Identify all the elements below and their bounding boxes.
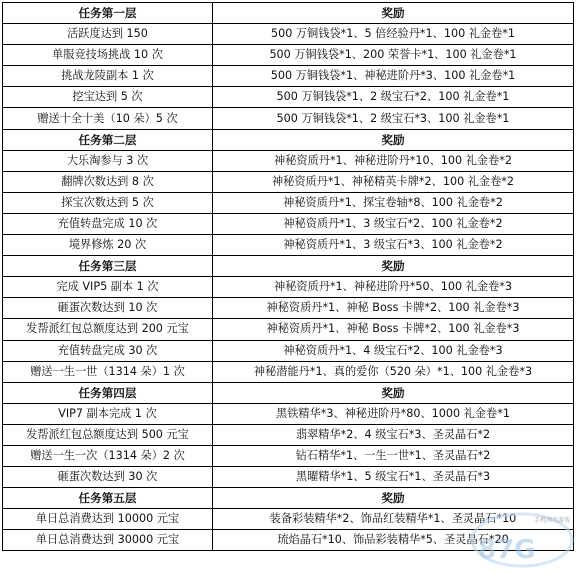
task-requirement-cell: 挖宝达到 5 次: [3, 87, 213, 108]
table-row: [3, 530, 574, 551]
reward-cell: 神秘资质丹*1、3 级宝石*2、100 礼金卷*2: [213, 213, 574, 234]
task-requirement-cell: 砸蛋次数达到 10 次: [3, 298, 213, 319]
table-row: [3, 509, 574, 530]
task-requirement-cell: 完成 VIP5 副本 1 次: [3, 277, 213, 298]
task-requirement-cell: 单日总消费达到 30000 元宝: [3, 530, 213, 551]
section-title: 任务第四层: [3, 382, 213, 403]
table-row: [3, 445, 574, 466]
reward-cell: 神秘资质丹*1、探宝卷轴*8、100 礼金卷*2: [213, 192, 574, 213]
table-row: [3, 192, 574, 213]
task-requirement-cell: 砸蛋次数达到 30 次: [3, 467, 213, 488]
svg-text:87G: 87G: [478, 535, 536, 565]
reward-cell: 神秘资质丹*1、神秘进阶丹*50、100 礼金卷*3: [213, 277, 574, 298]
table-row: [3, 171, 574, 192]
section-title: 任务第五层: [3, 488, 213, 509]
task-requirement-cell: VIP7 副本完成 1 次: [3, 403, 213, 424]
reward-cell: 神秘资质丹*1、神秘 Boss 卡牌*2、100 礼金卷*3: [213, 298, 574, 319]
section-header-row: [3, 129, 574, 150]
table-row: [3, 87, 574, 108]
reward-cell: 500 万铜钱袋*1、5 倍经验丹*1、100 礼金卷*1: [213, 24, 574, 45]
task-requirement-cell: 活跃度达到 150: [3, 24, 213, 45]
reward-cell: 神秘资质丹*1、4 级宝石*2、100 礼金卷*3: [213, 340, 574, 361]
section-title: 任务第二层: [3, 129, 213, 150]
task-requirement-cell: 赠送一生一次（1314 朵）2 次: [3, 445, 213, 466]
table-row: [3, 108, 574, 129]
reward-cell: 装备彩装精华*2、饰品红装精华*1、圣灵晶石*10: [213, 509, 574, 530]
table-row: [3, 340, 574, 361]
reward-column-header: 奖励: [213, 488, 574, 509]
section-header-row: [3, 382, 574, 403]
reward-cell: 神秘资质丹*1、神秘进阶丹*10、100 礼金卷*2: [213, 150, 574, 171]
reward-column-header: 奖励: [213, 129, 574, 150]
task-requirement-cell: 境界修炼 20 次: [3, 235, 213, 256]
table-row: [3, 277, 574, 298]
table-row: [3, 24, 574, 45]
section-header-row: [3, 3, 574, 24]
rewards-table: [2, 2, 574, 551]
reward-column-header: 奖励: [213, 3, 574, 24]
svg-text:手机网页游戏: 手机网页游戏: [534, 517, 571, 524]
table-row: [3, 467, 574, 488]
task-requirement-cell: 单服竞技场挑战 10 次: [3, 45, 213, 66]
table-row: [3, 150, 574, 171]
reward-cell: 琉焰晶石*10、饰品彩装精华*5、圣灵晶石*20: [213, 530, 574, 551]
reward-cell: 黑曜精华*1、5 级宝石*1、圣灵晶石*3: [213, 467, 574, 488]
task-requirement-cell: 充值转盘完成 10 次: [3, 213, 213, 234]
table-row: [3, 319, 574, 340]
reward-cell: 神秘潜能丹*1、真的爱你（520 朵）*1、100 礼金卷*3: [213, 361, 574, 382]
task-requirement-cell: 翻牌次数达到 8 次: [3, 171, 213, 192]
reward-cell: 翡翠精华*2、4 级宝石*3、圣灵晶石*2: [213, 424, 574, 445]
task-requirement-cell: 挑战龙陵副本 1 次: [3, 66, 213, 87]
task-requirement-cell: 充值转盘完成 30 次: [3, 340, 213, 361]
rewards-table-body: [3, 3, 574, 551]
task-requirement-cell: 赠送十全十美（10 朵）5 次: [3, 108, 213, 129]
table-row: [3, 424, 574, 445]
reward-cell: 500 万铜钱袋*1、200 荣誉卡*1、100 礼金卷*1: [213, 45, 574, 66]
reward-cell: 500 万铜钱袋*1、神秘进阶丹*3、100 礼金卷*1: [213, 66, 574, 87]
table-row: [3, 298, 574, 319]
table-row: [3, 45, 574, 66]
section-header-row: [3, 488, 574, 509]
table-row: [3, 235, 574, 256]
task-requirement-cell: 大乐淘参与 3 次: [3, 150, 213, 171]
table-row: [3, 361, 574, 382]
table-row: [3, 403, 574, 424]
task-requirement-cell: 赠送一生一世（1314 朵）1 次: [3, 361, 213, 382]
section-header-row: [3, 256, 574, 277]
reward-column-header: 奖励: [213, 382, 574, 403]
section-title: 任务第一层: [3, 3, 213, 24]
reward-cell: 500 万铜钱袋*1、2 级宝石*3、100 礼金卷*1: [213, 108, 574, 129]
task-requirement-cell: 发帮派红包总额度达到 500 元宝: [3, 424, 213, 445]
reward-cell: 神秘资质丹*1、神秘 Boss 卡牌*2、100 礼金卷*3: [213, 319, 574, 340]
task-requirement-cell: 单日总消费达到 10000 元宝: [3, 509, 213, 530]
reward-cell: 神秘资质丹*1、3 级宝石*3、100 礼金卷*2: [213, 235, 574, 256]
reward-cell: 钻石精华*1、一生一世*1、圣灵晶石*2: [213, 445, 574, 466]
reward-column-header: 奖励: [213, 256, 574, 277]
reward-cell: 神秘资质丹*1、神秘精英卡牌*2、100 礼金卷*2: [213, 171, 574, 192]
section-title: 任务第三层: [3, 256, 213, 277]
task-requirement-cell: 发帮派红包总额度达到 200 元宝: [3, 319, 213, 340]
task-requirement-cell: 探宝次数达到 5 次: [3, 192, 213, 213]
reward-cell: 黑铁精华*3、神秘进阶丹*80、1000 礼金卷*1: [213, 403, 574, 424]
table-row: [3, 213, 574, 234]
table-row: [3, 66, 574, 87]
reward-cell: 500 万铜钱袋*1、2 级宝石*2、100 礼金卷*1: [213, 87, 574, 108]
